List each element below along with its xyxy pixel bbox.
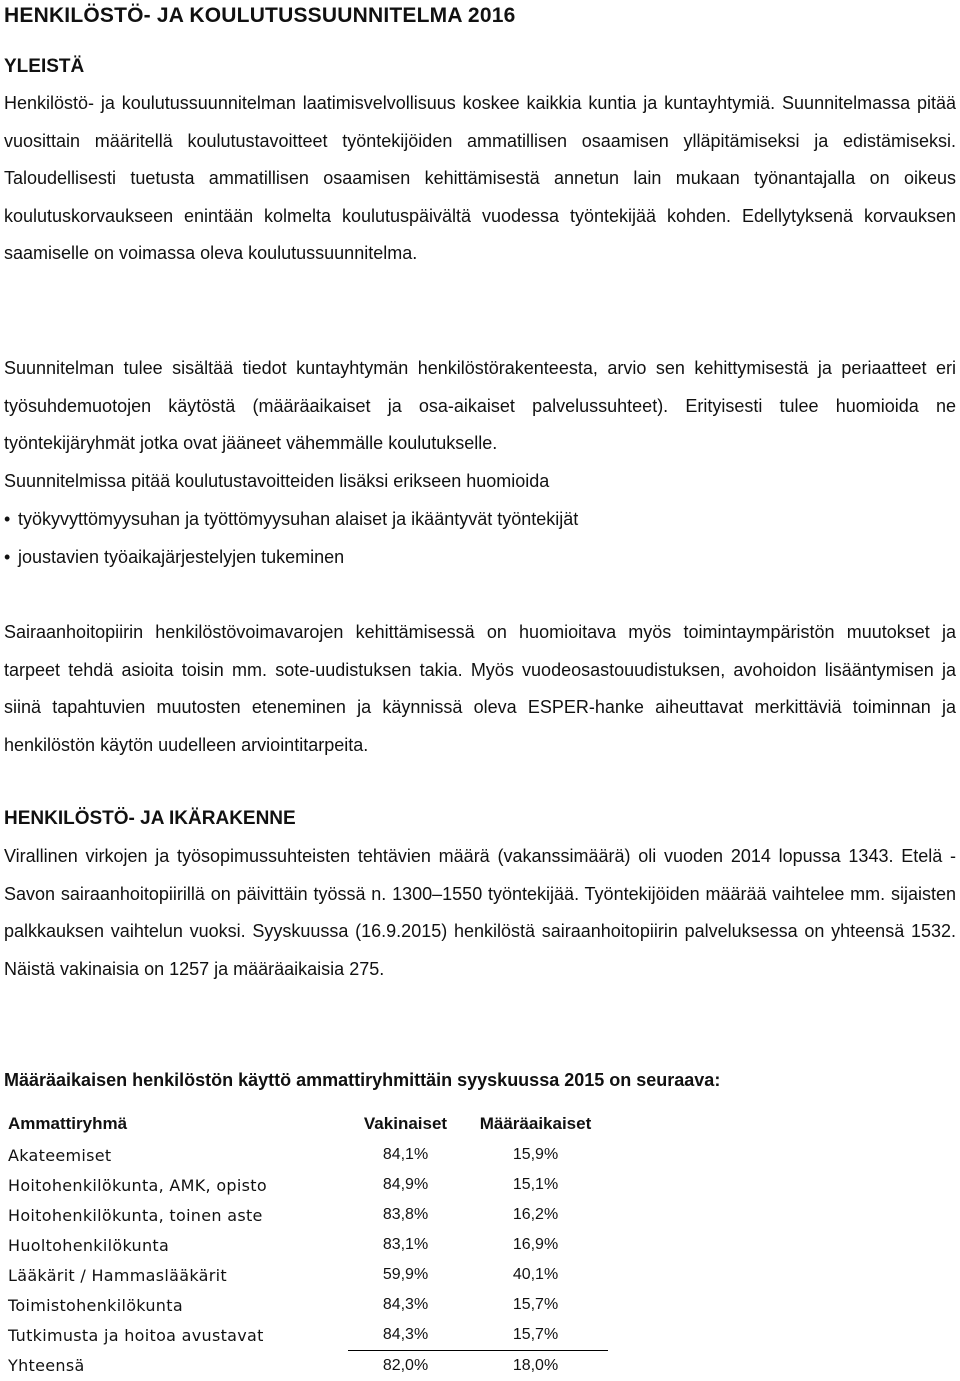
cell-fixed-term: 40,1% [463,1260,608,1290]
cell-permanent: 84,9% [348,1170,463,1200]
paragraph-goals: Suunnitelmissa pitää koulutustavoitteiden lisäksi erikseen huomioida [4,463,956,501]
bullet-icon: • [4,501,18,539]
cell-fixed-term: 15,9% [463,1140,608,1170]
table-row [8,1200,608,1230]
cell-group: Tutkimusta ja hoitoa avustavat [8,1320,348,1351]
cell-group: Toimistohenkilökunta [8,1290,348,1320]
cell-permanent: 83,8% [348,1200,463,1230]
table-total-row [8,1351,608,1381]
cell-permanent: 82,0% [348,1351,463,1381]
cell-group: Akateemiset [8,1140,348,1170]
cell-fixed-term: 15,1% [463,1170,608,1200]
table-row [8,1320,608,1351]
cell-group: Lääkärit / Hammaslääkärit [8,1260,348,1290]
bullet-icon: • [4,539,18,577]
paragraph-contents: Suunnitelman tulee sisältää tiedot kuntayhtymän henkilöstörakenteesta, arvio sen kehittymisestä ja periaatteet eri työsuhdemuotojen käytöstä (määräaikaiset ja osa-aikaiset palvelussuhteet). Erityisesti tulee huomioida ne työntekijäryhmät jotka ovat jääneet vähemmälle koulutukselle. [4,350,956,463]
bullet-text: joustavien työaikajärjestelyjen tukeminen [18,547,344,567]
cell-fixed-term: 15,7% [463,1290,608,1320]
paragraph-environment: Sairaanhoitopiirin henkilöstövoimavarojen kehittämisessä on huomioitava myös toimintaympäristön muutokset ja tarpeet tehdä asioita toisin mm. sote-uudistuksen takia. Myös vuodeosastouudistuksen, avohoidon lisääntymisen ja siinä tapahtuvien muutosten eteneminen ja käynnissä oleva ESPER-hanke aiheuttavat merkittäviä toiminnan ja henkilöstön käytön uudelleen arviointitarpeita. [4,614,956,764]
cell-fixed-term: 16,2% [463,1200,608,1230]
section-heading-yleista: YLEISTÄ [4,56,84,78]
paragraph-intro: Henkilöstö- ja koulutussuunnitelman laatimisvelvollisuus koskee kaikkia kuntia ja kuntayhtymiä. Suunnitelmassa pitää vuosittain määritellä koulutustavoitteet työntekijöiden ammatillisen osaamisen ylläpitämiseksi ja edistämiseksi. Taloudellisesti tuetusta ammatillisen osaamisen kehittämisestä annetun lain mukaan työnantajalla on oikeus koulutuskorvaukseen enintään kolmelta koulutuspäivältä vuodessa työntekijää kohden. Edellytyksenä korvauksen saamiselle on voimassa oleva koulutussuunnitelma. [4,85,956,273]
table-row [8,1140,608,1170]
column-header-permanent: Vakinaiset [348,1108,463,1140]
cell-permanent: 84,1% [348,1140,463,1170]
cell-permanent: 84,3% [348,1320,463,1351]
cell-permanent: 84,3% [348,1290,463,1320]
cell-group: Hoitohenkilökunta, AMK, opisto [8,1170,348,1200]
cell-permanent: 59,9% [348,1260,463,1290]
bullet-item [4,539,344,577]
paragraph-staff-count: Virallinen virkojen ja työsopimussuhteisten tehtävien määrä (vakanssimäärä) oli vuoden 2014 lopussa 1343. Etelä -Savon sairaanhoitopiirillä on päivittäin työssä n. 1300–1550 työntekijää. Työntekijöiden määrää vaihtelee mm. sijaisten palkkauksen vaihtelun vuoksi. Syyskuussa (16.9.2015) henkilöstä sairaanhoitopiirin palveluksessa on yhteensä 1532. Näistä vakinaisia on 1257 ja määräaikaisia 275. [4,838,956,988]
staff-table [8,1108,608,1381]
cell-permanent: 83,1% [348,1230,463,1260]
table-row [8,1170,608,1200]
cell-fixed-term: 16,9% [463,1230,608,1260]
cell-fixed-term: 18,0% [463,1351,608,1381]
bullet-text: työkyvyttömyysuhan ja työttömyysuhan alaiset ja ikääntyvät työntekijät [18,509,578,529]
table-header-row [8,1108,608,1140]
bullet-item [4,501,578,539]
cell-group: Huoltohenkilökunta [8,1230,348,1260]
table-title: Määräaikaisen henkilöstön käyttö ammattiryhmittäin syyskuussa 2015 on seuraava: [4,1070,720,1091]
document-title: HENKILÖSTÖ- JA KOULUTUSSUUNNITELMA 2016 [4,4,515,28]
column-header-fixed-term: Määräaikaiset [463,1108,608,1140]
table-row [8,1260,608,1290]
column-header-group: Ammattiryhmä [8,1108,348,1140]
cell-group: Hoitohenkilökunta, toinen aste [8,1200,348,1230]
table-row [8,1230,608,1260]
table-row [8,1290,608,1320]
cell-group: Yhteensä [8,1351,348,1381]
cell-fixed-term: 15,7% [463,1320,608,1351]
section-heading-henkilosto: HENKILÖSTÖ- JA IKÄRAKENNE [4,808,296,830]
